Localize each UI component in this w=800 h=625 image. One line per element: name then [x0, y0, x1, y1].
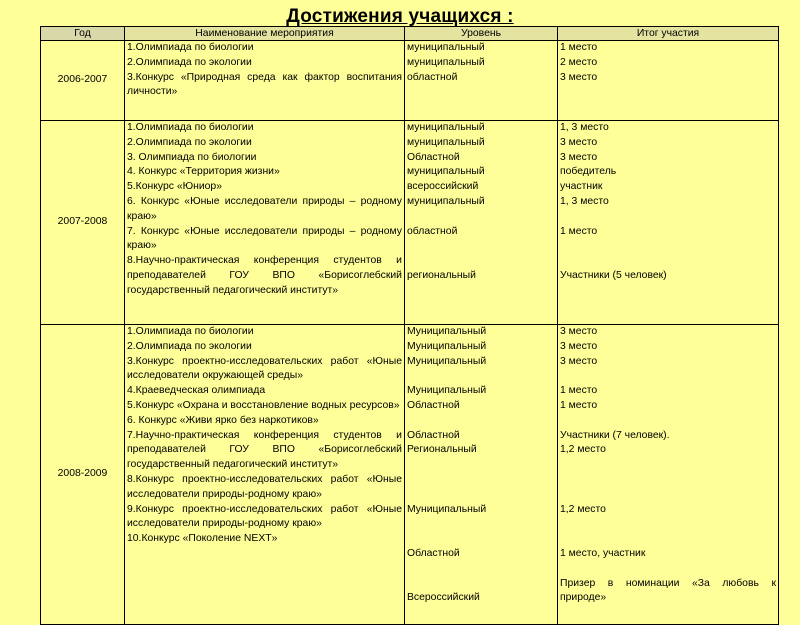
result-item: 1 место: [560, 42, 598, 53]
level-item: Областной: [407, 151, 460, 163]
result-item: 3 место: [560, 151, 598, 163]
result-item: победитель: [560, 166, 617, 178]
levels-cell: [405, 41, 558, 121]
results-cell: [558, 41, 779, 121]
event-item: 10.Конкурс «Поколение NEXT»: [127, 533, 278, 545]
event-item: 3. Олимпиада по биологии: [127, 151, 257, 163]
event-item: 1.Олимпиада по биологии: [127, 42, 254, 53]
event-item: 4. Конкурс «Территория жизни»: [127, 166, 280, 178]
event-item: 5.Конкурс «Юниор»: [127, 181, 222, 193]
level-item: Областной: [407, 547, 460, 559]
year-cell: 2006-2007: [41, 41, 125, 121]
result-item: 1 место: [560, 399, 598, 411]
level-item: муниципальный: [407, 136, 485, 148]
events-cell: [125, 325, 405, 625]
header-event: Наименование мероприятия: [125, 27, 405, 41]
header-level: Уровень: [405, 27, 558, 41]
achievements-table: [40, 26, 779, 625]
result-item: 1,2 место: [560, 503, 606, 515]
event-item: 9.Конкурс проектно-исследовательских работ «Юные исследователи природы-родному краю»: [127, 503, 402, 530]
level-item: областной: [407, 225, 458, 237]
level-item: Областной: [407, 399, 460, 411]
level-item: Всероссийский: [407, 592, 480, 604]
levels-cell: [405, 325, 558, 625]
level-item: муниципальный: [407, 56, 485, 68]
event-item: 1.Олимпиада по биологии: [127, 122, 254, 133]
level-item: областной: [407, 71, 458, 83]
level-item: муниципальный: [407, 42, 485, 53]
event-item: 2.Олимпиада по экологии: [127, 340, 252, 352]
level-item: Областной: [407, 429, 460, 441]
result-item: 3 место: [560, 355, 598, 367]
result-item: 1 место: [560, 385, 598, 397]
results-cell: [558, 121, 779, 325]
header-year: Год: [41, 27, 125, 41]
events-cell: [125, 121, 405, 325]
result-item: 3 место: [560, 340, 598, 352]
result-item: участник: [560, 181, 603, 193]
result-item: 3 место: [560, 136, 598, 148]
result-item: Призер в номинации «За любовь к природе»: [560, 577, 776, 604]
level-item: муниципальный: [407, 122, 485, 133]
result-item: Участники (7 человек).: [560, 429, 670, 441]
result-item: 1,2 место: [560, 444, 606, 456]
year-cell: 2007-2008: [41, 121, 125, 325]
events-cell: [125, 41, 405, 121]
level-item: Муниципальный: [407, 326, 487, 337]
level-item: муниципальный: [407, 166, 485, 178]
level-item: Муниципальный: [407, 340, 487, 352]
event-item: 7. Конкурс «Юные исследователи природы – родному краю»: [127, 225, 402, 252]
event-item: 8.Конкурс проектно-исследовательских работ «Юные исследователи природы-родному краю»: [127, 473, 402, 500]
table-row: [41, 121, 779, 325]
result-item: Участники (5 человек): [560, 269, 667, 281]
result-item: 1 место: [560, 225, 598, 237]
table-row: [41, 41, 779, 121]
event-item: 6. Конкурс «Юные исследователи природы – родному краю»: [127, 195, 402, 222]
event-item: 3.Конкурс «Природная среда как фактор воспитания личности»: [127, 71, 402, 98]
level-item: муниципальный: [407, 195, 485, 207]
result-item: 1, 3 место: [560, 195, 609, 207]
result-item: 2 место: [560, 56, 598, 68]
result-item: 1, 3 место: [560, 122, 609, 133]
event-item: 2.Олимпиада по экологии: [127, 56, 252, 68]
event-item: 3.Конкурс проектно-исследовательских работ «Юные исследователи окружающей среды»: [127, 355, 402, 382]
results-cell: [558, 325, 779, 625]
page-title: Достижения учащихся :: [286, 6, 514, 27]
table-row: [41, 325, 779, 625]
level-item: Региональный: [407, 444, 477, 456]
header-result: Итог участия: [558, 27, 779, 41]
result-item: 3 место: [560, 326, 598, 337]
event-item: 5.Конкурс «Охрана и восстановление водных ресурсов»: [127, 399, 400, 411]
year-cell: 2008-2009: [41, 325, 125, 625]
event-item: 6. Конкурс «Живи ярко без наркотиков»: [127, 414, 319, 426]
table-header-row: [41, 27, 779, 41]
result-item: 3 место: [560, 71, 598, 83]
result-item: 1 место, участник: [560, 547, 646, 559]
level-item: Муниципальный: [407, 385, 487, 397]
event-item: 7.Научно-практическая конференция студентов и преподавателей ГОУ ВПО «Борисоглебский государственный педагогический институт»: [127, 429, 402, 471]
levels-cell: [405, 121, 558, 325]
level-item: Муниципальный: [407, 503, 487, 515]
level-item: Муниципальный: [407, 355, 487, 367]
event-item: 4.Краеведческая олимпиада: [127, 385, 266, 397]
event-item: 1.Олимпиада по биологии: [127, 326, 254, 337]
event-item: 2.Олимпиада по экологии: [127, 136, 252, 148]
event-item: 8.Научно-практическая конференция студентов и преподавателей ГОУ ВПО «Борисоглебский государственный педагогический институт»: [127, 255, 402, 296]
level-item: всероссийский: [407, 181, 479, 193]
level-item: региональный: [407, 269, 476, 281]
